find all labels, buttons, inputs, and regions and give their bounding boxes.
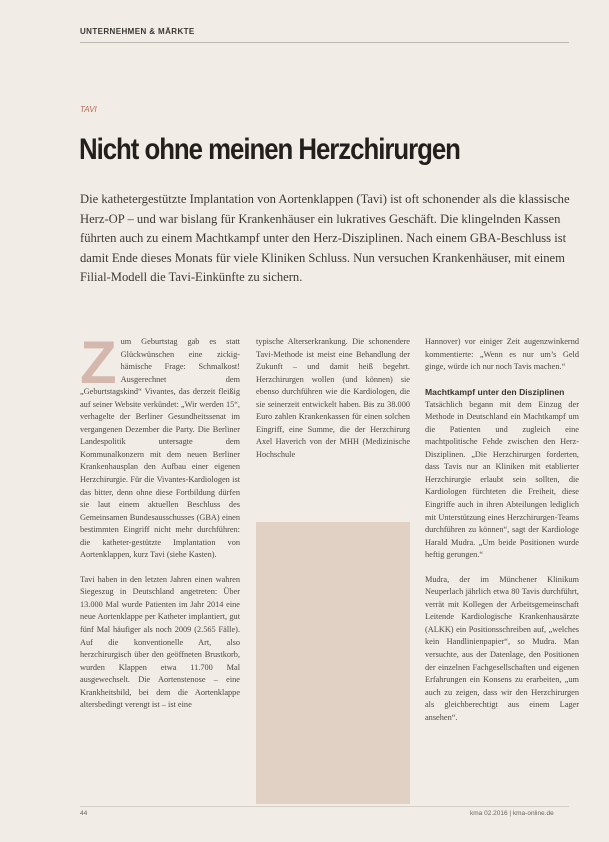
article-image-placeholder xyxy=(256,522,410,804)
body-paragraph: um Geburtstag gab es statt Glückwünschen eine zickig-hämische Frage: Schmalkost! Ausgerechnet dem „Geburtstagskind“ Vivantes, das derzeit fleißig auf seiner Website verkündet: „Wir werden 15“, verhagelte der Berliner Gesundheitssenat im vergangenen Dezember die Party. Die Berliner Landespolitik untersagte dem Kommunalkonzern mit dem neuen Berliner Krankenhausplan den Aufbau einer eigenen Herzchirurgie. Für die Vivantes-Kardiologen ist das bitter, denn ohne diese Fortbildung dürfen sie laut einem aktuellen Beschluss des Gemeinsamen Bundesausschusses (GBA) einen bestimmten Eingriff nicht mehr durchführen: die katheter-gestützte Implantation von Aortenklappen, kurz Tavi (siehe Kasten). xyxy=(80,337,240,560)
article-title: Nicht ohne meinen Herzchirurgen xyxy=(79,133,460,166)
drop-cap: Z xyxy=(80,329,117,396)
section-label: UNTERNEHMEN & MÄRKTE xyxy=(80,27,195,36)
body-paragraph: Tatsächlich begann mit dem Einzug der Methode in Deutschland ein Machtkampf um die Patienten und zugleich eine machtpolitische Fehde zwischen den Herz-Disziplinen. „Die Herzchirurgen forderten, dass Tavis nur an Kliniken mit etablierter Herzchirurgie erlaubt sein sollten, die Kardiologen fürchteten die Freiheit, diese Eingriffe auch in ihren Abteilungen lediglich mit Unterstützung eines Herzchirurgen-Teams durchführen zu können“, sagt der Kardiologe Harald Mudra. „Um beide Positionen wurde heftig gerungen.“ xyxy=(425,399,579,560)
column-subheading: Machtkampf unter den Disziplinen xyxy=(425,386,565,397)
article-kicker: TAVI xyxy=(80,105,97,114)
text-column-3 xyxy=(425,336,579,724)
text-column-1 xyxy=(80,329,240,712)
body-paragraph: Mudra, der im Münchener Klinikum Neuperlach jährlich etwa 80 Tavis durchführt, verrät mit Kollegen der Arbeitsgemeinschaft Leitende Kardiologische Krankenhausärzte (ALKK) ein Positionsschreiben auf, „welches kein Handlinienpapier“, so Mudra. Man versuchte, aus der Datenlage, den Positionen der einzelnen Fachgesellschaften und eigenen Erfahrungen ein Konsens zu erarbeiten, „um auch zu zeigen, dass wir den Herzchirurgen als gleichberechtigt aus einem Lager ansehen“. xyxy=(425,574,579,722)
footer-source: kma 02.2016 | kma-online.de xyxy=(470,810,554,817)
page-number: 44 xyxy=(80,810,88,817)
footer-rule xyxy=(80,806,569,807)
article-lead: Die kathetergestützte Implantation von Aortenklappen (Tavi) ist oft schonender als die klassische Herz-OP – und war bislang für Krankenhäuser ein lukratives Geschäft. Die klingelnden Kassen führten auch zu einem Machtkampf unter den Herz-Disziplinen. Nach einem GBA-Beschluss ist damit Ende dieses Monats für viele Kliniken Schluss. Nun versuchen Krankenhäuser, mit einem Filial-Modell die Tavi-Einkünfte zu sichern. xyxy=(80,192,570,284)
body-paragraph: Tavi haben in den letzten Jahren einen wahren Siegeszug in Deutschland angetreten: Über 13.000 Mal wurde Patienten im Jahr 2014 eine neue Aortenklappe per Katheter implantiert, gut fünf Mal häufiger als noch 2009 (2.565 Fälle). Auf die konventionelle Art, also herzchirurgisch über den geöffneten Brustkorb, wurden Klappen etwa 11.700 Mal ausgewechselt. Die Aortenstenose – eine Krankheitsbild, bei dem die Aortenklappe altersbedingt verengt ist – ist eine xyxy=(80,574,240,710)
body-paragraph: typische Alterserkrankung. Die schonendere Tavi-Methode ist meist eine Behandlung der Zukunft – und damit heiß begehrt. Herzchirurgen wollen (und können) sie ebenso durchführen wie die Kardiologen, die sie seinerzeit entwickelt haben. Bis zu 38.000 Euro zahlen Krankenkassen für einen solchen Eingriff, eine Summe, die der Herzchirurg Axel Haverich von der MHH (Medizinische Hochschule xyxy=(256,337,410,459)
header-rule xyxy=(80,42,569,43)
body-paragraph: Hannover) vor einiger Zeit augenzwinkernd kommentierte: „Wenn es nur um’s Geld ginge, würde ich nur noch Tavis machen.“ xyxy=(425,337,579,372)
text-column-2 xyxy=(256,336,410,461)
